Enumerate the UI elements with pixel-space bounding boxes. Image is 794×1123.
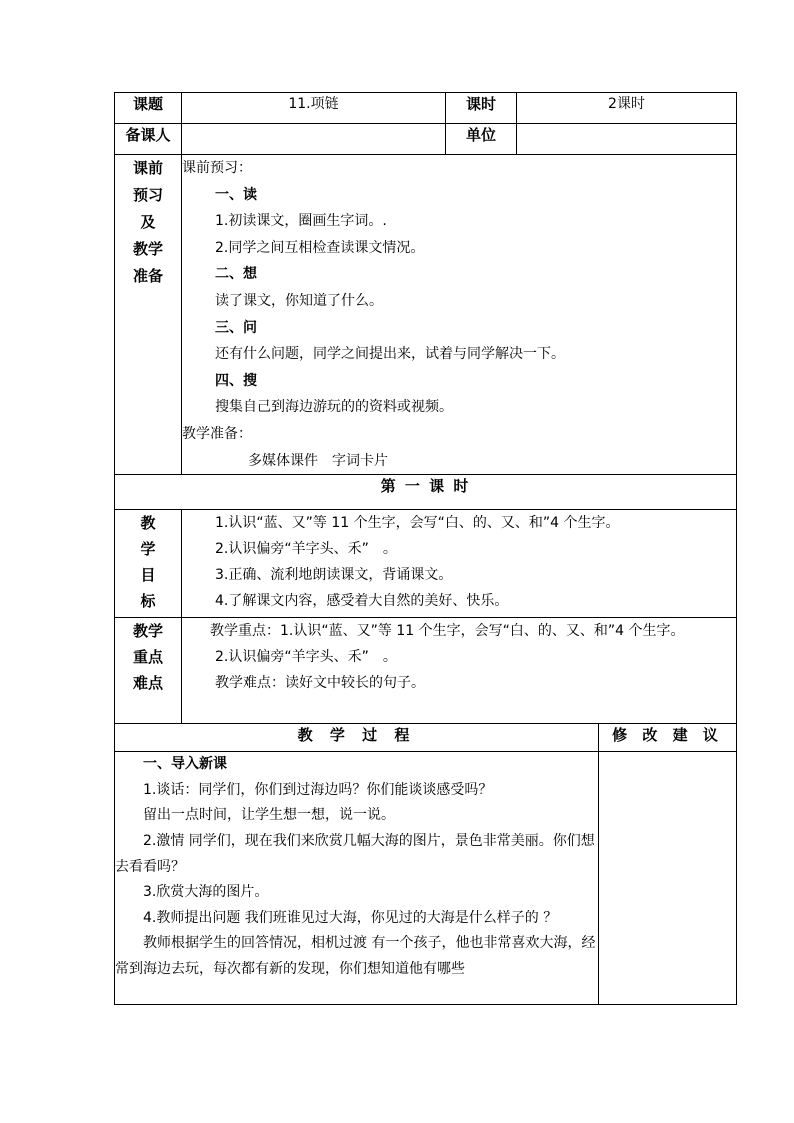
preparer-label: 备课人: [115, 124, 182, 155]
goals-label: [115, 510, 182, 618]
preview-content: [182, 155, 737, 475]
lesson-plan-table: [114, 92, 737, 1005]
topic-row: [115, 93, 737, 124]
keypoint-line-2: 2.认识偏旁“羊字头、禾” 。: [215, 649, 397, 666]
preparer-row: [115, 124, 737, 155]
section-search-title: 四、搜: [215, 372, 257, 389]
process-think: 留出一点时间，让学生想一想，说一说。: [143, 807, 395, 824]
unit-label: 单位: [446, 124, 517, 155]
suggest-title: 修 改 建 议: [599, 724, 737, 752]
keypoints-label-line: 教学: [132, 622, 163, 641]
goal-item-2: 2.认识偏旁“羊字头、禾” 。: [215, 541, 397, 558]
goals-row: [115, 510, 737, 618]
section-ask-title: 三、问: [215, 319, 257, 336]
keypoint-line-3: 教学难点：读好文中较长的句子。: [215, 675, 425, 692]
keypoint-line-1: 教学重点：1.认识“蓝、又”等 11 个生字，会写“白、的、又、和”4 个生字。: [210, 623, 685, 640]
process-content: [115, 752, 599, 1005]
process-talk: 1.谈话：同学们，你们到过海边吗？你们能谈谈感受吗？: [143, 781, 493, 798]
lesson1-title: 第 一 课 时: [115, 475, 737, 510]
keypoints-label-line: 难点: [132, 674, 163, 693]
process-header-row: [115, 724, 737, 752]
goals-content: [182, 510, 737, 618]
keypoints-row: [115, 618, 737, 724]
section-ask-text: 还有什么问题，同学之间提出来，试着与同学解决一下。: [215, 346, 565, 363]
goals-label-line: 目: [140, 566, 156, 585]
prep-text: 多媒体课件 字词卡片: [248, 452, 388, 469]
process-transition: 教师根据学生的回答情况，相机过渡 有一个孩子，他也非常喜欢大海，经常到海边去玩，每次都有新的发现，你们想知道他有哪些: [115, 935, 596, 977]
suggest-content: [599, 752, 737, 1005]
keypoints-content: [182, 618, 737, 724]
section-think-text: 读了课文，你知道了什么。: [215, 292, 383, 309]
preparer-value: [182, 124, 446, 155]
preview-label-line: 预习: [132, 186, 163, 204]
section-read-item-2: 2.同学之间互相检查读课文情况。: [215, 239, 425, 256]
process-view-pictures: 3.欣赏大海的图片。: [143, 884, 269, 901]
goals-label-line: 教: [140, 514, 156, 533]
process-step-import: 一、导入新课: [143, 756, 227, 773]
keypoints-label-line: 重点: [132, 648, 163, 667]
period-label: 课时: [446, 93, 517, 124]
process-inspire: 2.激情 同学们，现在我们来欣赏几幅大海的图片，景色非常美丽。你们想去看看吗？: [115, 832, 595, 875]
period-value: 2课时: [517, 93, 737, 124]
preview-label-line: 课前: [132, 159, 163, 177]
section-read-title: 一、读: [215, 186, 257, 203]
lesson1-row: [115, 475, 737, 510]
topic-label: 课题: [115, 93, 182, 124]
preview-label-line: 准备: [132, 267, 163, 285]
goals-label-line: 标: [140, 592, 156, 611]
preview-intro: 课前预习：: [182, 160, 252, 176]
process-row: [115, 752, 737, 1005]
goals-label-line: 学: [140, 540, 156, 559]
process-title: 教 学 过 程: [115, 724, 599, 752]
process-question: 4.教师提出问题 我们班谁见过大海，你见过的大海是什么样子的 ？: [143, 909, 558, 926]
topic-value: 11.项链: [182, 93, 446, 124]
preview-label-line: 教学: [132, 240, 163, 258]
keypoints-label: [115, 618, 182, 724]
section-read-item-1: 1.初读课文，圈画生字词。.: [215, 213, 387, 230]
section-think-title: 二、想: [215, 266, 257, 283]
goal-item-4: 4.了解课文内容，感受着大自然的美好、快乐。: [215, 593, 509, 610]
preview-label-line: 及: [140, 213, 156, 231]
prep-title: 教学准备：: [182, 425, 252, 442]
preview-row: [115, 155, 737, 475]
goal-item-1: 1.认识“蓝、又”等 11 个生字，会写“白、的、又、和”4 个生字。: [215, 515, 620, 532]
section-search-text: 搜集自己到海边游玩的的资料或视频。: [215, 399, 453, 416]
goal-item-3: 3.正确、流利地朗读课文，背诵课文。: [215, 567, 453, 584]
preview-label: [115, 155, 182, 475]
unit-value: [517, 124, 737, 155]
